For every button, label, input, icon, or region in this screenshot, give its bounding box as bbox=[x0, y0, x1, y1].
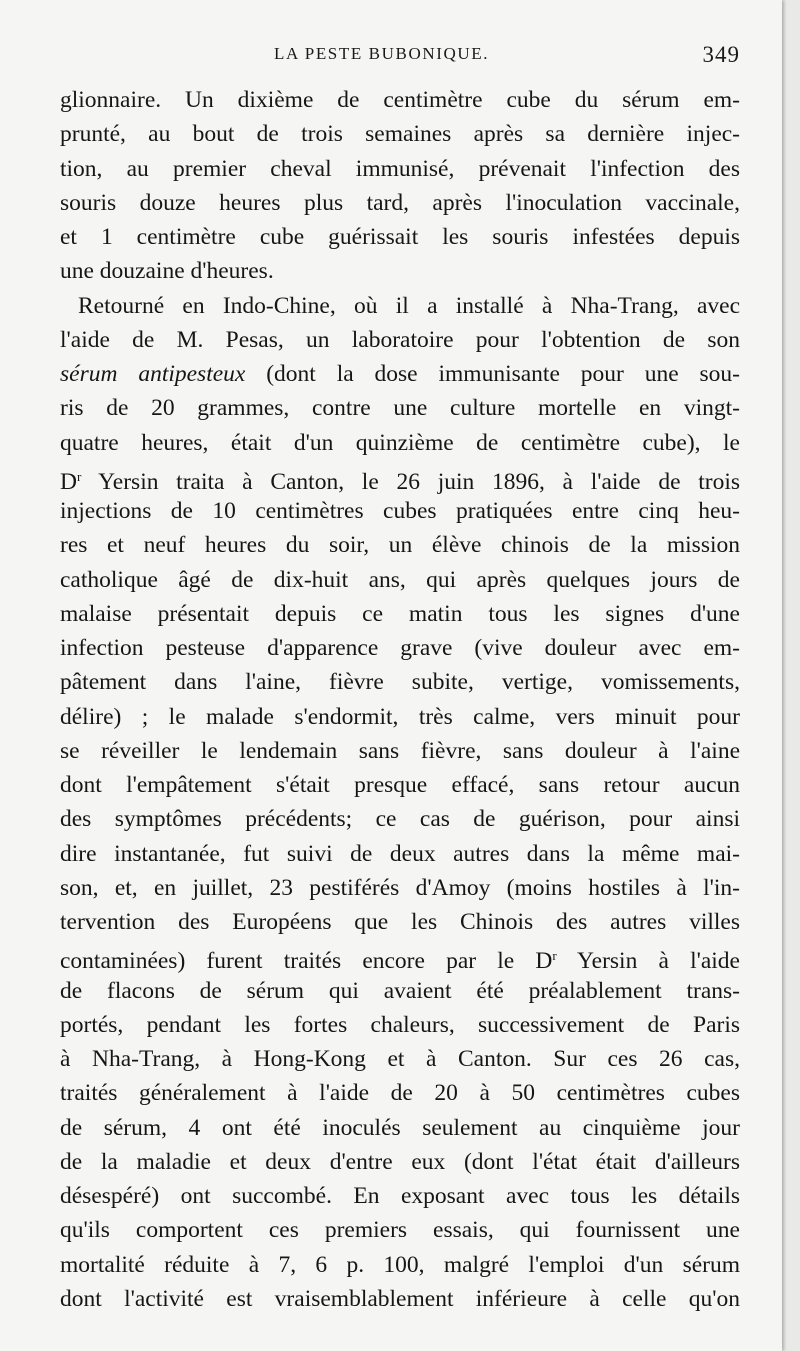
text-line: dont l'activité est vraisemblablement inférieure à celle qu'on bbox=[60, 1285, 740, 1312]
text-line: glionnaire. Un dixième de centimètre cube du sérum em- bbox=[60, 87, 740, 113]
text-line: ris de 20 grammes, contre une culture mortelle en vingt- bbox=[60, 395, 740, 422]
text-segment: Yersin traita à Canton, le 26 juin 1896, à l'aide de trois bbox=[81, 468, 740, 495]
text-line: souris douze heures plus tard, après l'inoculation vaccinale, bbox=[60, 189, 740, 216]
text-line: de sérum, 4 ont été inoculés seulement au cinquième jour bbox=[60, 1114, 740, 1141]
page-number: 349 bbox=[702, 42, 740, 67]
text-line: traités généralement à l'aide de 20 à 50 centimètres cubes bbox=[60, 1080, 740, 1107]
text-line: et 1 centimètre cube guérissait les souris infestées depuis bbox=[60, 224, 740, 250]
text-line: dire instantanée, fut suivi de deux autres dans la même mai- bbox=[60, 840, 740, 867]
text-line: catholique âgé de dix-huit ans, qui après quelques jours de bbox=[60, 566, 740, 593]
text-line: une douzaine d'heures. bbox=[60, 258, 274, 285]
text-line: de flacons de sérum qui avaient été préalablement trans- bbox=[60, 977, 740, 1004]
text-segment: D bbox=[60, 468, 77, 495]
italic-text: sérum antipesteux bbox=[60, 361, 246, 387]
text-line: se réveiller le lendemain sans fièvre, sans douleur à l'aine bbox=[60, 737, 740, 764]
body-text bbox=[60, 83, 740, 1316]
text-line: dont l'empâtement s'était presque effacé, sans retour aucun bbox=[60, 772, 740, 798]
text-line bbox=[60, 460, 740, 494]
text-line: infection pesteuse d'apparence grave (vive douleur avec em- bbox=[60, 635, 740, 661]
superscript: r bbox=[552, 948, 557, 964]
page-header bbox=[60, 38, 740, 74]
text-line: tervention des Européens que les Chinois des autres villes bbox=[60, 909, 740, 935]
text-line: délire) ; le malade s'endormit, très calme, vers minuit pour bbox=[60, 703, 740, 730]
text-line: des symptômes précédents; ce cas de guérison, pour ainsi bbox=[60, 806, 740, 833]
text-line: pâtement dans l'aine, fièvre subite, vertige, vomissements, bbox=[60, 669, 740, 696]
text-line: désespéré) ont succombé. En exposant avec tous les détails bbox=[60, 1183, 740, 1209]
text-line: mortalité réduite à 7, 6 p. 100, malgré l'emploi d'un sérum bbox=[60, 1251, 740, 1278]
text-line: tion, au premier cheval immunisé, prévenait l'infection des bbox=[60, 155, 740, 182]
superscript: r bbox=[76, 468, 82, 484]
text-line: prunté, au bout de trois semaines après sa dernière injec- bbox=[60, 121, 740, 148]
text-line: res et neuf heures du soir, un élève chinois de la mission bbox=[60, 532, 740, 559]
text-line: l'aide de M. Pesas, un laboratoire pour l'obtention de son bbox=[60, 326, 740, 353]
text-line: injections de 10 centimètres cubes pratiquées entre cinq heu- bbox=[60, 498, 740, 524]
text-segment: Yersin à l'aide bbox=[556, 948, 740, 975]
text-line: portés, pendant les fortes chaleurs, successivement de Paris bbox=[60, 1011, 740, 1038]
text-line bbox=[60, 939, 740, 973]
text-line: son, et, en juillet, 23 pestiférés d'Amoy (moins hostiles à l'in- bbox=[60, 874, 740, 901]
text-segment: (dont la dose immunisante pour une sou- bbox=[245, 361, 740, 387]
text-segment: contaminées) furent traités encore par le D bbox=[60, 948, 553, 975]
text-line: Retourné en Indo-Chine, où il a installé à Nha-Trang, avec bbox=[78, 292, 740, 319]
text-line: à Nha-Trang, à Hong-Kong et à Canton. Sur ces 26 cas, bbox=[60, 1046, 740, 1072]
text-line: qu'ils comportent ces premiers essais, qui fournissent une bbox=[60, 1217, 740, 1244]
text-line: malaise présentait depuis ce matin tous les signes d'une bbox=[60, 600, 740, 627]
text-line: de la maladie et deux d'entre eux (dont l'état était d'ailleurs bbox=[60, 1148, 740, 1175]
running-head: LA PESTE BUBONIQUE. bbox=[274, 44, 490, 63]
text-line: quatre heures, était d'un quinzième de centimètre cube), le bbox=[60, 429, 740, 456]
text-line bbox=[60, 357, 740, 391]
